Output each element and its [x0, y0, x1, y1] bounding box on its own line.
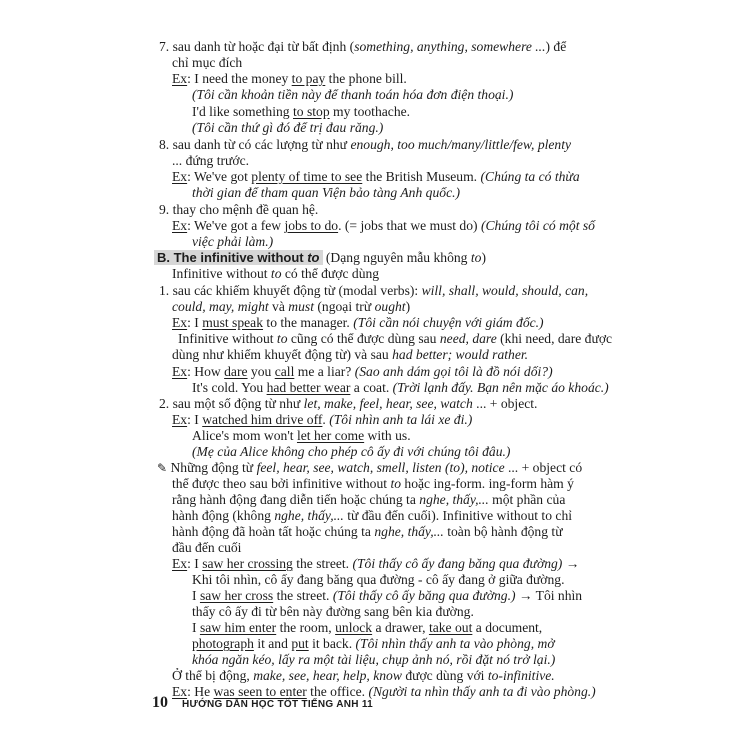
- translation: thời gian để tham quan Viện bảo tàng Anh quốc.): [192, 185, 461, 200]
- page-footer: [152, 694, 373, 716]
- page-number: 10: [152, 694, 168, 711]
- translation: khóa ngăn kéo, lấy ra một tài liệu, chụp ảnh nó, rồi đặt nó trở lại.): [192, 652, 556, 667]
- text-line: hành động đã hoàn tất hoặc chúng ta nghe, thấy,... toàn bộ hành động từ: [172, 524, 563, 539]
- text-line: Infinitive without to có thể được dùng: [172, 266, 380, 281]
- text-line: dùng như khiếm khuyết động từ) và sau had better; would rather.: [172, 347, 529, 362]
- book-title: HƯỚNG DẪN HỌC TỐT TIẾNG ANH 11: [182, 699, 374, 710]
- example: Ex: How dare you call me a liar? (Sao anh dám gọi tôi là đồ nói dối?): [172, 364, 553, 379]
- text-line: Ở thể bị động, make, see, hear, help, know được dùng với to-infinitive.: [172, 668, 555, 683]
- section-b-subtitle: (Dạng nguyên mẫu không to): [325, 250, 486, 265]
- example: I saw her cross the street. (Tôi thấy cô ấy băng qua đường.) → Tôi nhìn: [192, 588, 583, 603]
- note: ✎ Những động từ feel, hear, see, watch, smell, listen (to), notice ... + object có: [157, 460, 583, 475]
- text-line: 7. sau danh từ hoặc đại từ bất định (something, anything, somewhere ...) để: [159, 39, 567, 54]
- translation: (Tôi cần khoản tiền này để thanh toán hóa đơn điện thoại.): [192, 87, 514, 102]
- example: It's cold. You had better wear a coat. (Trời lạnh đấy. Bạn nên mặc áo khoác.): [192, 380, 609, 395]
- example: Ex: We've got plenty of time to see the British Museum. (Chúng ta có thừa: [172, 169, 580, 184]
- example: Ex: We've got a few jobs to do. (= jobs that we must do) (Chúng tôi có một số: [172, 218, 595, 233]
- example: I'd like something to stop my toothache.: [192, 104, 411, 119]
- section-b-label: B. The infinitive without to: [154, 250, 323, 265]
- example: photograph it and put it back. (Tôi nhìn thấy anh ta vào phòng, mở: [192, 636, 555, 651]
- section-b-heading: [154, 250, 486, 266]
- rule-9: 9. thay cho mệnh đề quan hệ.: [159, 202, 319, 217]
- translation: (Mẹ của Alice không cho phép cô ấy đi với chúng tôi đâu.): [192, 444, 511, 459]
- text-line: thấy cô ấy đi từ bên này đường sang bên kia đường.: [192, 604, 474, 619]
- text-line: could, may, might và must (ngoại trừ ought): [172, 299, 411, 314]
- text-line: Infinitive without to cũng có thể được dùng sau need, dare (khi need, dare được: [178, 331, 613, 346]
- example: Ex: I must speak to the manager. (Tôi cần nói chuyện với giám đốc.): [172, 315, 544, 330]
- text-line: Khi tôi nhìn, cô ấy đang băng qua đường - cô ấy đang ở giữa đường.: [192, 572, 565, 587]
- example: Ex: He was seen to enter the office. (Người ta nhìn thấy anh ta đi vào phòng.): [172, 684, 596, 699]
- rule-2: 2. sau một số động từ như let, make, feel, hear, see, watch ... + object.: [159, 396, 538, 411]
- example: Ex: I watched him drive off. (Tôi nhìn anh ta lái xe đi.): [172, 412, 473, 427]
- example: Ex: I saw her crossing the street. (Tôi thấy cô ấy đang băng qua đường) →: [172, 556, 580, 571]
- example: I saw him enter the room, unlock a drawer, take out a document,: [192, 620, 543, 635]
- text-line: hành động (không nghe, thấy,... từ đầu đến cuối). Infinitive without to chỉ: [172, 508, 573, 523]
- rule-7: [159, 39, 566, 55]
- text-line: ... đứng trước.: [172, 153, 250, 168]
- example: Alice's mom won't let her come with us.: [192, 428, 411, 443]
- note-pencil-icon: ✎: [157, 461, 168, 475]
- rule-1: 1. sau các khiếm khuyết động từ (modal verbs): will, shall, would, should, can,: [159, 283, 589, 298]
- text-line: rằng hành động đang diễn tiến hoặc chúng ta nghe, thấy,... một phần của: [172, 492, 566, 507]
- text-line: đầu đến cuối: [172, 540, 242, 555]
- text-line: thể được theo sau bởi infinitive without to hoặc ing-form. ing-form hàm ý: [172, 476, 574, 491]
- translation: việc phải làm.): [192, 234, 274, 249]
- translation: (Tôi cần thứ gì đó để trị đau răng.): [192, 120, 384, 135]
- text-line: chỉ mục đích: [172, 55, 243, 70]
- example: Ex: I need the money to pay the phone bill.: [172, 71, 407, 86]
- rule-8: 8. sau danh từ có các lượng từ như enough, too much/many/little/few, plenty: [159, 137, 572, 152]
